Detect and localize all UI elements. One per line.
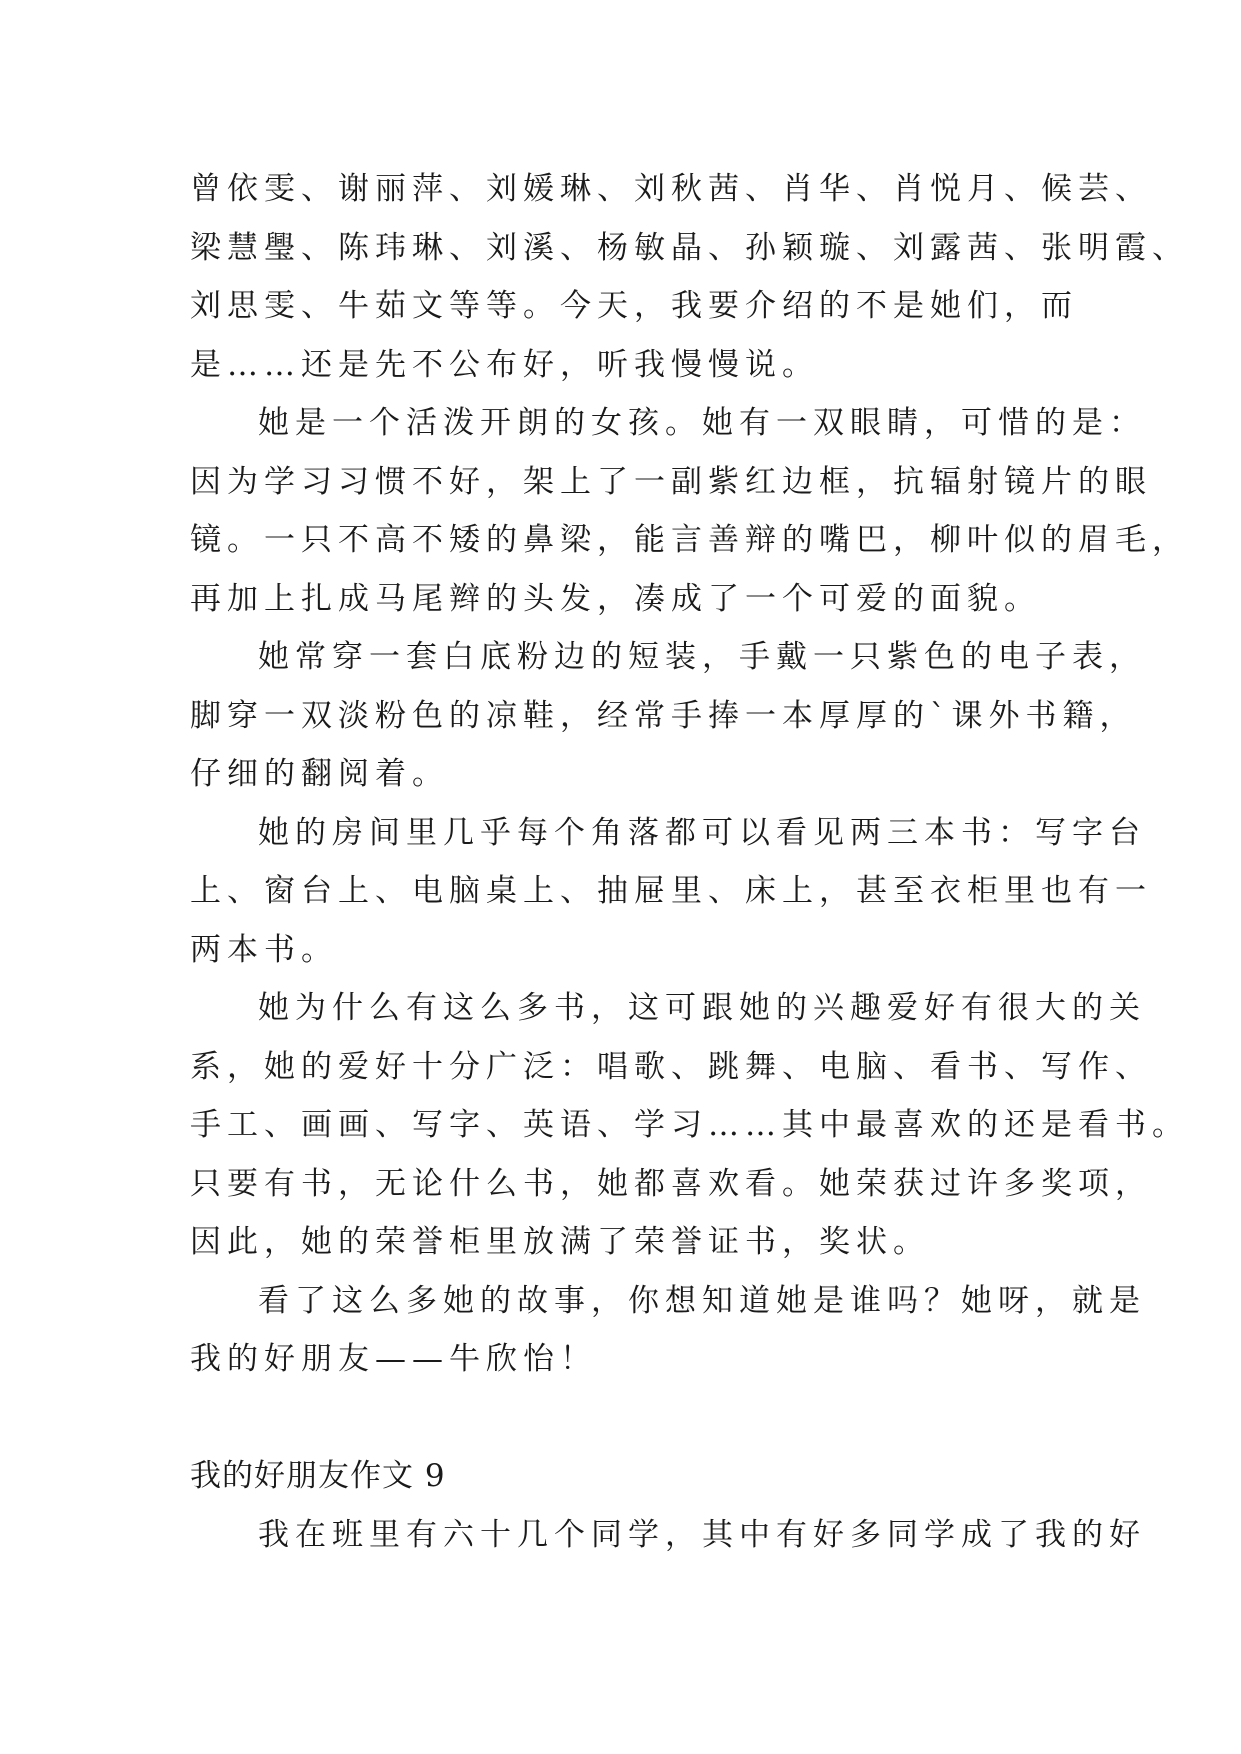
text-line: 系，她的爱好十分广泛：唱歌、跳舞、电脑、看书、写作、	[190, 1048, 1152, 1085]
text-line: 她是一个活泼开朗的女孩。她有一双眼睛，可惜的是：	[258, 405, 1146, 441]
text-line: 看了这么多她的故事，你想知道她是谁吗？她呀，就是	[258, 1282, 1146, 1319]
text-line: 手工、画画、写字、英语、学习……其中最喜欢的还是看书。	[190, 1107, 1189, 1143]
paragraph-7	[190, 1506, 1146, 1565]
text-line: 因为学习习惯不好，架上了一副紫红边框，抗辐射镜片的眼	[190, 463, 1152, 500]
text-line: 她为什么有这么多书，这可跟她的兴趣爱好有很大的关	[258, 990, 1146, 1026]
text-line: 曾依雯、谢丽萍、刘媛琳、刘秋茜、肖华、肖悦月、候芸、	[190, 171, 1152, 207]
blank-line	[190, 1389, 1070, 1448]
text-line: 只要有书，无论什么书，她都喜欢看。她荣获过许多奖项，	[190, 1165, 1152, 1202]
paragraph-3	[190, 628, 1146, 804]
text-line: 是……还是先不公布好，听我慢慢说。	[190, 346, 819, 383]
section-heading: 我的好朋友作文 9	[190, 1458, 446, 1494]
paragraph-2	[190, 394, 1189, 628]
text-line: 因此，她的荣誉柜里放满了荣誉证书，奖状。	[190, 1224, 930, 1260]
paragraph-6	[190, 1272, 1146, 1389]
text-line: 她的房间里几乎每个角落都可以看见两三本书：写字台	[258, 814, 1146, 851]
paragraph-1	[190, 160, 1189, 394]
text-line: 刘思雯、牛茹文等等。今天，我要介绍的不是她们，而	[190, 288, 1078, 324]
text-line: 上、窗台上、电脑桌上、抽屉里、床上，甚至衣柜里也有一	[190, 873, 1152, 909]
text-line: 我的好朋友——牛欣怡！	[190, 1341, 597, 1377]
text-line: 她常穿一套白底粉边的短装，手戴一只紫色的电子表，	[258, 639, 1146, 675]
paragraph-5	[190, 979, 1189, 1272]
text-line: 仔细的翻阅着。	[190, 756, 449, 792]
paragraph-4	[190, 804, 1152, 980]
text-line: 再加上扎成马尾辫的头发，凑成了一个可爱的面貌。	[190, 580, 1041, 617]
text-line: 梁慧璺、陈玮琳、刘溪、杨敏晶、孙颖璇、刘露茜、张明霞、	[190, 229, 1189, 266]
text-line: 脚穿一双淡粉色的凉鞋，经常手捧一本厚厚的`课外书籍，	[190, 697, 1137, 734]
text-line: 镜。一只不高不矮的鼻梁，能言善辩的嘴巴，柳叶似的眉毛，	[190, 522, 1189, 558]
text-line: 我在班里有六十几个同学，其中有好多同学成了我的好	[258, 1516, 1146, 1553]
document-body	[190, 160, 1189, 1564]
text-line: 两本书。	[190, 931, 338, 968]
